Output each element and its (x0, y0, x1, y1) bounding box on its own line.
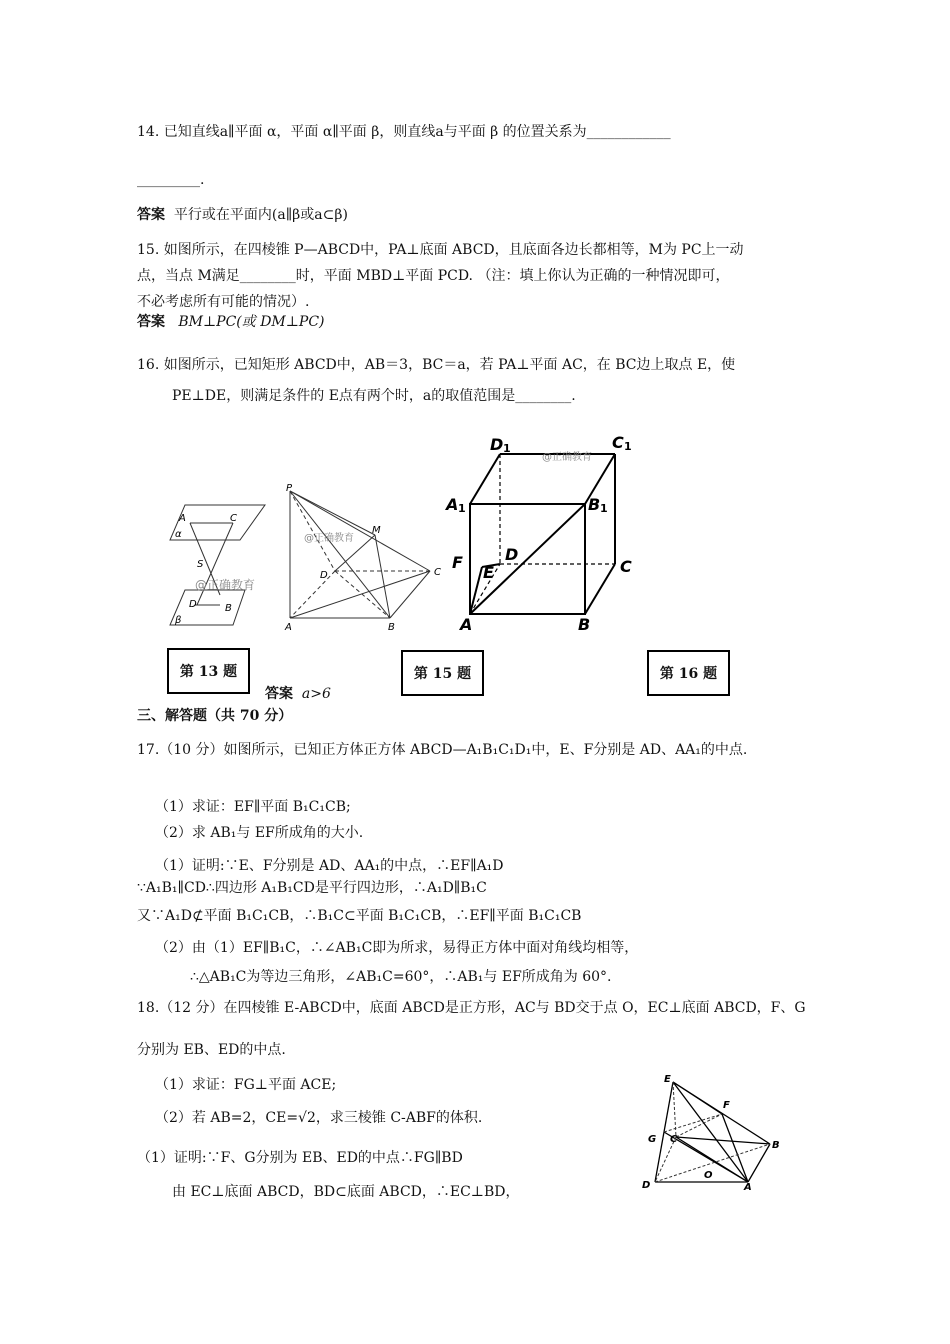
fig13-label-D: D (189, 599, 197, 610)
fig15-label-C: C (434, 567, 441, 578)
fig18-label-A: A (744, 1182, 752, 1193)
fig16-label-C1: C (612, 433, 624, 452)
answer-text: a>6 (301, 686, 331, 702)
q18-solution-1: （1）证明:∵F、G分别为 EB、ED的中点∴FG∥BD (137, 1150, 463, 1166)
section-heading: 三、解答题（共 70 分） (137, 708, 293, 724)
fig16-label-D: D (505, 545, 519, 564)
q17-solution-4: （2）由（1）EF∥B₁C，∴∠AB₁C即为所求，易得正方体中面对角线均相等， (155, 940, 639, 956)
fig16-label-E: E (483, 563, 494, 582)
fig13-label-beta: β (175, 615, 182, 626)
answer-label: 答案 (137, 207, 165, 223)
fig18-label-F: F (723, 1100, 730, 1111)
q17-solution-1: （1）证明:∵E、F分别是 AD、AA₁的中点，∴EF∥A₁D (155, 858, 504, 874)
q18-part2: （2）若 AB=2，CE=√2，求三棱锥 C-ABF的体积. (155, 1110, 483, 1126)
q16-line2: PE⊥DE，则满足条件的 E点有两个时，a的取值范围是________. (172, 388, 576, 404)
q18-solution-2: 由 EC⊥底面 ABCD，BD⊂底面 ABCD，∴EC⊥BD， (172, 1184, 520, 1200)
figure-18 (640, 1072, 790, 1192)
answer-text: 平行或在平面内(a∥β或a⊂β) (173, 207, 348, 223)
fig13-label-C: C (230, 513, 237, 524)
q14-text: 14. 已知直线a∥平面 α，平面 α∥平面 β，则直线a与平面 β 的位置关系为____________ (137, 124, 671, 140)
fig16-label-A: A (460, 615, 473, 634)
q14-answer (137, 205, 348, 225)
q17-solution-3: 又∵A₁D⊄平面 B₁C₁CB，∴B₁C⊂平面 B₁C₁CB，∴EF∥平面 B₁C₁CB (137, 908, 582, 924)
q17-part2: （2）求 AB₁与 EF所成角的大小. (155, 825, 364, 841)
fig16-watermark: @正确教育 (542, 452, 592, 463)
fig13-caption: 第 13 题 (167, 648, 250, 694)
fig16-sub-C1: 1 (624, 440, 632, 453)
figure-16 (446, 432, 650, 634)
fig18-label-G: G (648, 1134, 657, 1145)
fig15-label-M: M (372, 525, 381, 536)
q14-text-cont: _________. (137, 172, 205, 188)
q15-line3: 不必考虑所有可能的情况）. (137, 294, 310, 310)
fig18-label-E: E (664, 1074, 671, 1085)
figure-15 (280, 483, 450, 633)
q18-stem-2: 分别为 EB、ED的中点. (137, 1042, 286, 1058)
fig13-label-B: B (225, 603, 232, 614)
fig16-sub-B1: 1 (600, 502, 608, 515)
q17-part1: （1）求证：EF∥平面 B₁C₁CB; (155, 799, 351, 815)
q15-line1: 15. 如图所示，在四棱锥 P—ABCD中，PA⊥底面 ABCD，且底面各边长都相等，M为 PC上一动 (137, 242, 744, 258)
q17-solution-2: ∵A₁B₁∥CD∴四边形 A₁B₁CD是平行四边形，∴A₁D∥B₁C (137, 880, 487, 896)
q15-answer (137, 312, 325, 332)
fig18-label-B: B (772, 1140, 780, 1151)
fig15-caption: 第 15 题 (401, 650, 484, 696)
fig16-label-F: F (452, 553, 463, 572)
answer-label: 答案 (265, 686, 293, 702)
fig16-label-D1: D (490, 435, 504, 454)
fig13-watermark: @正确教育 (195, 578, 256, 592)
fig16-label-B1: B (588, 495, 601, 514)
q18-part1: （1）求证：FG⊥平面 ACE; (155, 1077, 337, 1093)
q17-stem: 17.（10 分）如图所示，已知正方体正方体 ABCD—A₁B₁C₁D₁中，E、F分别是 AD、AA₁的中点. (137, 742, 748, 758)
fig16-sub-D1: 1 (503, 442, 511, 455)
fig16-label-A1: A (446, 495, 459, 514)
fig15-label-D: D (320, 570, 328, 581)
fig16-caption: 第 16 题 (647, 650, 730, 696)
fig13-label-S: S (197, 559, 204, 570)
fig13-label-alpha: α (175, 529, 182, 540)
q18-stem-1: 18.（12 分）在四棱锥 E-ABCD中，底面 ABCD是正方形，AC与 BD交于点 O，EC⊥底面 ABCD，F、G (137, 1000, 806, 1016)
answer-label: 答案 (137, 314, 165, 330)
q15-line2: 点，当点 M满足________时，平面 MBD⊥平面 PCD. （注：填上你认为正确的一种情况即可， (137, 268, 730, 284)
fig15-label-A: A (285, 622, 292, 633)
fig16-label-B: B (578, 615, 591, 634)
fig16-label-C: C (620, 557, 632, 576)
fig15-label-P: P (286, 483, 293, 494)
fig15-label-B: B (388, 622, 395, 633)
fig16-sub-A1: 1 (458, 502, 466, 515)
q16-answer (265, 684, 331, 704)
fig18-label-D: D (642, 1180, 651, 1191)
answer-text: BM⊥PC(或 DM⊥PC) (178, 314, 325, 330)
figure-13 (165, 495, 285, 655)
q16-line1: 16. 如图所示，已知矩形 ABCD中，AB＝3，BC＝a，若 PA⊥平面 AC，在 BC边上取点 E，使 (137, 357, 736, 373)
fig18-label-C: C (670, 1134, 678, 1145)
fig18-label-O: O (704, 1170, 713, 1181)
fig13-label-A: A (179, 513, 186, 524)
fig15-watermark: @正确教育 (304, 533, 354, 544)
q17-solution-5: ∴△AB₁C为等边三角形，∠AB₁C=60°，∴AB₁与 EF所成角为 60°. (190, 969, 612, 985)
